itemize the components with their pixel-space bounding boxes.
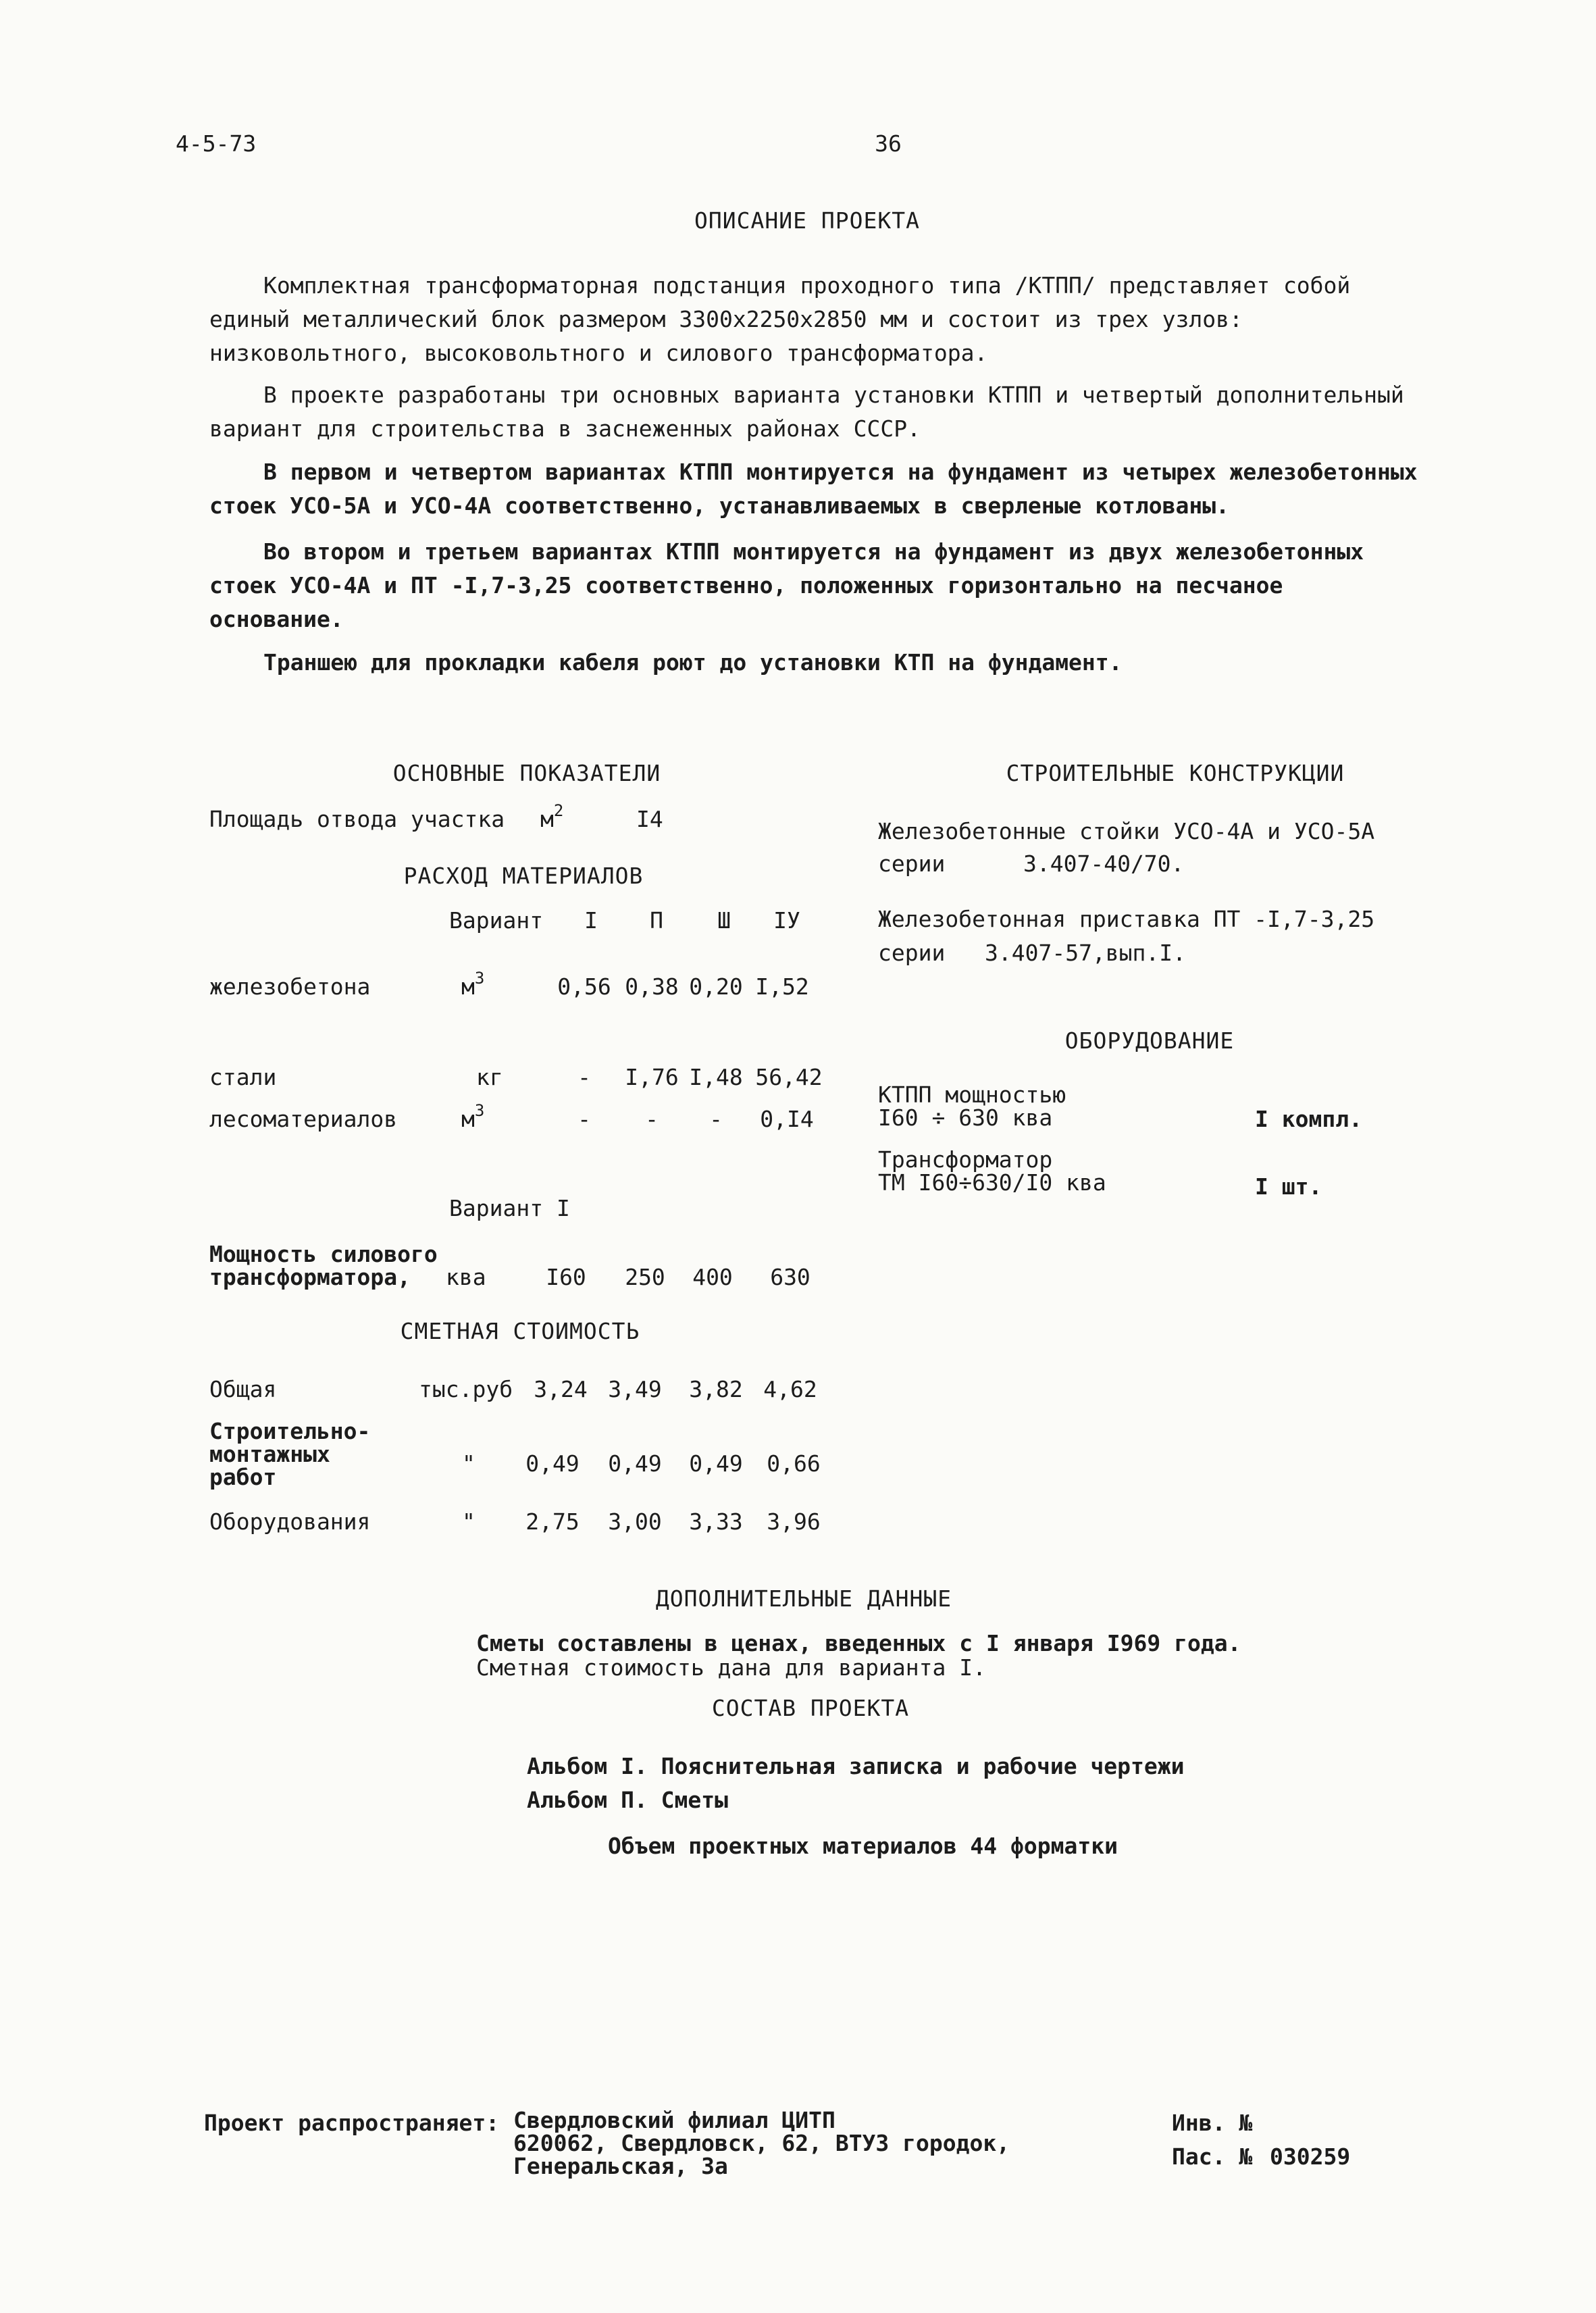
variant1-label: Вариант I — [449, 1195, 570, 1221]
cost-unit: " — [462, 1508, 475, 1535]
composition-album: Альбом I. Пояснительная записка и рабочие чертежи — [527, 1753, 1185, 1779]
material-value: I,76 — [625, 1064, 679, 1090]
variant-label: Вариант — [449, 907, 544, 934]
variant-col-2: П — [650, 907, 663, 934]
cost-value: 3,24 — [534, 1376, 588, 1402]
material-value: I,52 — [755, 973, 809, 1000]
construction-item-2-series-label: серии — [878, 940, 946, 966]
equipment-title: ОБОРУДОВАНИЕ — [1064, 1027, 1235, 1054]
material-value: 0,38 — [625, 973, 679, 1000]
equipment-quantity: I компл. — [1255, 1106, 1362, 1132]
distributor-address — [513, 2109, 1010, 2178]
material-value: I,48 — [689, 1064, 743, 1090]
cost-unit: " — [462, 1450, 475, 1477]
material-unit: $м^3$ — [461, 1101, 485, 1132]
inventory-label: Инв. № — [1172, 2110, 1253, 2136]
material-value: - — [577, 1064, 591, 1090]
composition-title: СОСТАВ ПРОЕКТА — [711, 1695, 910, 1721]
material-unit: кг — [476, 1064, 503, 1090]
area-unit: $м^2$ — [540, 801, 564, 832]
additional-line: Сметная стоимость дана для варианта I. — [476, 1654, 986, 1681]
cost-label: Общая — [209, 1376, 277, 1402]
indicators-title: ОСНОВНЫЕ ПОКАЗАТЕЛИ — [392, 760, 661, 786]
material-value: - — [709, 1106, 723, 1132]
equipment-name: КТПП мощностью — [878, 1082, 1066, 1108]
description-paragraph-5: Траншею для прокладки кабеля роют до установки КТП на фундамент. — [263, 649, 1123, 676]
cost-value: 0,49 — [608, 1450, 662, 1477]
cost-title: СМЕТНАЯ СТОИМОСТЬ — [400, 1318, 640, 1344]
additional-title: ДОПОЛНИТЕЛЬНЫЕ ДАННЫЕ — [655, 1585, 952, 1612]
power-value: 250 — [625, 1264, 665, 1290]
material-value: 0,56 — [557, 973, 611, 1000]
power-label-line: трансформатора, — [209, 1264, 411, 1290]
power-label — [209, 1243, 438, 1289]
cost-label: Оборудования — [209, 1508, 371, 1535]
additional-line: Сметы составлены в ценах, введенных с I января I969 года. — [476, 1630, 1241, 1656]
description-paragraph-1: Комплектная трансформаторная подстанция проходного типа /КТПП/ представляет собой единый металлический блок размером 3300x2250x2850 мм и состоит из трех узлов: низковольтного, высоковольтного и силового трансформатора. — [209, 272, 1351, 366]
cost-value: 4,62 — [763, 1376, 817, 1402]
passport-label: Пас. № — [1172, 2143, 1253, 2170]
cost-value: 0,49 — [525, 1450, 580, 1477]
description-paragraph-4: Во втором и третьем вариантах КТПП монтируется на фундамент из двух железобетонных стоек УСО-4А и ПТ -I,7-3,25 соответственно, положенных горизонтально на песчаное основание. — [209, 538, 1364, 632]
cost-value: 3,82 — [689, 1376, 743, 1402]
material-value: 0,I4 — [760, 1106, 814, 1132]
cost-label-line: Строительно- — [209, 1418, 371, 1444]
construction-item-1-series: 3.407-40/70. — [1023, 850, 1185, 877]
variant-col-3: Ш — [717, 907, 731, 934]
material-value: - — [577, 1106, 591, 1132]
cost-label — [209, 1420, 370, 1489]
equipment-rating: I60 ÷ 630 ква — [878, 1104, 1053, 1131]
material-value: - — [645, 1106, 659, 1132]
distributor-line: Генеральская, 3а — [513, 2153, 728, 2179]
power-value: 400 — [692, 1264, 733, 1290]
equipment-item — [878, 1148, 1106, 1194]
area-label: Площадь отвода участка — [209, 806, 505, 832]
power-value: I60 — [546, 1264, 586, 1290]
material-label: лесоматериалов — [209, 1106, 398, 1132]
construction-title: СТРОИТЕЛЬНЫЕ КОНСТРУКЦИИ — [1006, 760, 1345, 786]
cost-value: 3,96 — [767, 1508, 821, 1535]
cost-value: 2,75 — [525, 1508, 580, 1535]
material-label: железобетона — [209, 973, 371, 1000]
construction-item-2: Железобетонная приставка ПТ -I,7-3,25 — [878, 906, 1375, 932]
cost-value: 0,66 — [767, 1450, 821, 1477]
cost-value: 3,33 — [689, 1508, 743, 1535]
equipment-item — [878, 1084, 1066, 1129]
variant-col-1: I — [584, 907, 598, 934]
cost-value: 3,49 — [608, 1376, 662, 1402]
distributor-line: 620062, Свердловск, 62, ВТУЗ городок, — [513, 2130, 1010, 2156]
material-unit: $м^3$ — [461, 969, 485, 1000]
cost-value: 3,00 — [608, 1508, 662, 1535]
distributor-line: Свердловский филиал ЦИТП — [513, 2107, 835, 2133]
equipment-name: Трансформатор — [878, 1146, 1053, 1173]
material-label: стали — [209, 1064, 277, 1090]
power-value: 630 — [770, 1264, 810, 1290]
material-value: 56,42 — [755, 1064, 823, 1090]
passport-number: 030259 — [1270, 2143, 1351, 2170]
construction-item-2-series: 3.407-57,вып.I. — [985, 940, 1187, 966]
composition-album: Альбом П. Сметы — [527, 1787, 729, 1813]
variant-col-4: IУ — [773, 907, 800, 934]
document-code: 4-5-73 — [176, 130, 257, 157]
equipment-rating: ТМ I60÷630/I0 ква — [878, 1169, 1106, 1196]
composition-volume: Объем проектных материалов 44 форматки — [608, 1833, 1118, 1859]
materials-title: РАСХОД МАТЕРИАЛОВ — [403, 863, 644, 889]
description-paragraph-3: В первом и четвертом вариантах КТПП монтируется на фундамент из четырех железобетонных стоек УСО-5А и УСО-4А соответственно, устанавливаемых в сверленые котлованы. — [209, 459, 1418, 519]
cost-label-line: монтажных — [209, 1441, 330, 1467]
cost-value: 0,49 — [689, 1450, 743, 1477]
description-title: ОПИСАНИЕ ПРОЕКТА — [694, 207, 920, 234]
equipment-quantity: I шт. — [1255, 1173, 1322, 1200]
construction-item-1-series-label: серии — [878, 850, 946, 877]
material-value: 0,20 — [689, 973, 743, 1000]
power-unit: ква — [446, 1264, 486, 1290]
description-paragraph-2: В проекте разработаны три основных варианта установки КТПП и четвертый дополнительный вариант для строительства в заснеженных районах СССР. — [209, 382, 1404, 442]
construction-item-1: Железобетонные стойки УСО-4А и УСО-5А — [878, 818, 1375, 844]
distributor-label: Проект распространяет: — [204, 2110, 500, 2136]
page-number: 36 — [875, 130, 902, 157]
cost-unit: тыс.руб — [419, 1376, 513, 1402]
cost-label-line: работ — [209, 1464, 277, 1490]
area-value: I4 — [636, 806, 663, 832]
power-label-line: Мощность силового — [209, 1241, 438, 1267]
